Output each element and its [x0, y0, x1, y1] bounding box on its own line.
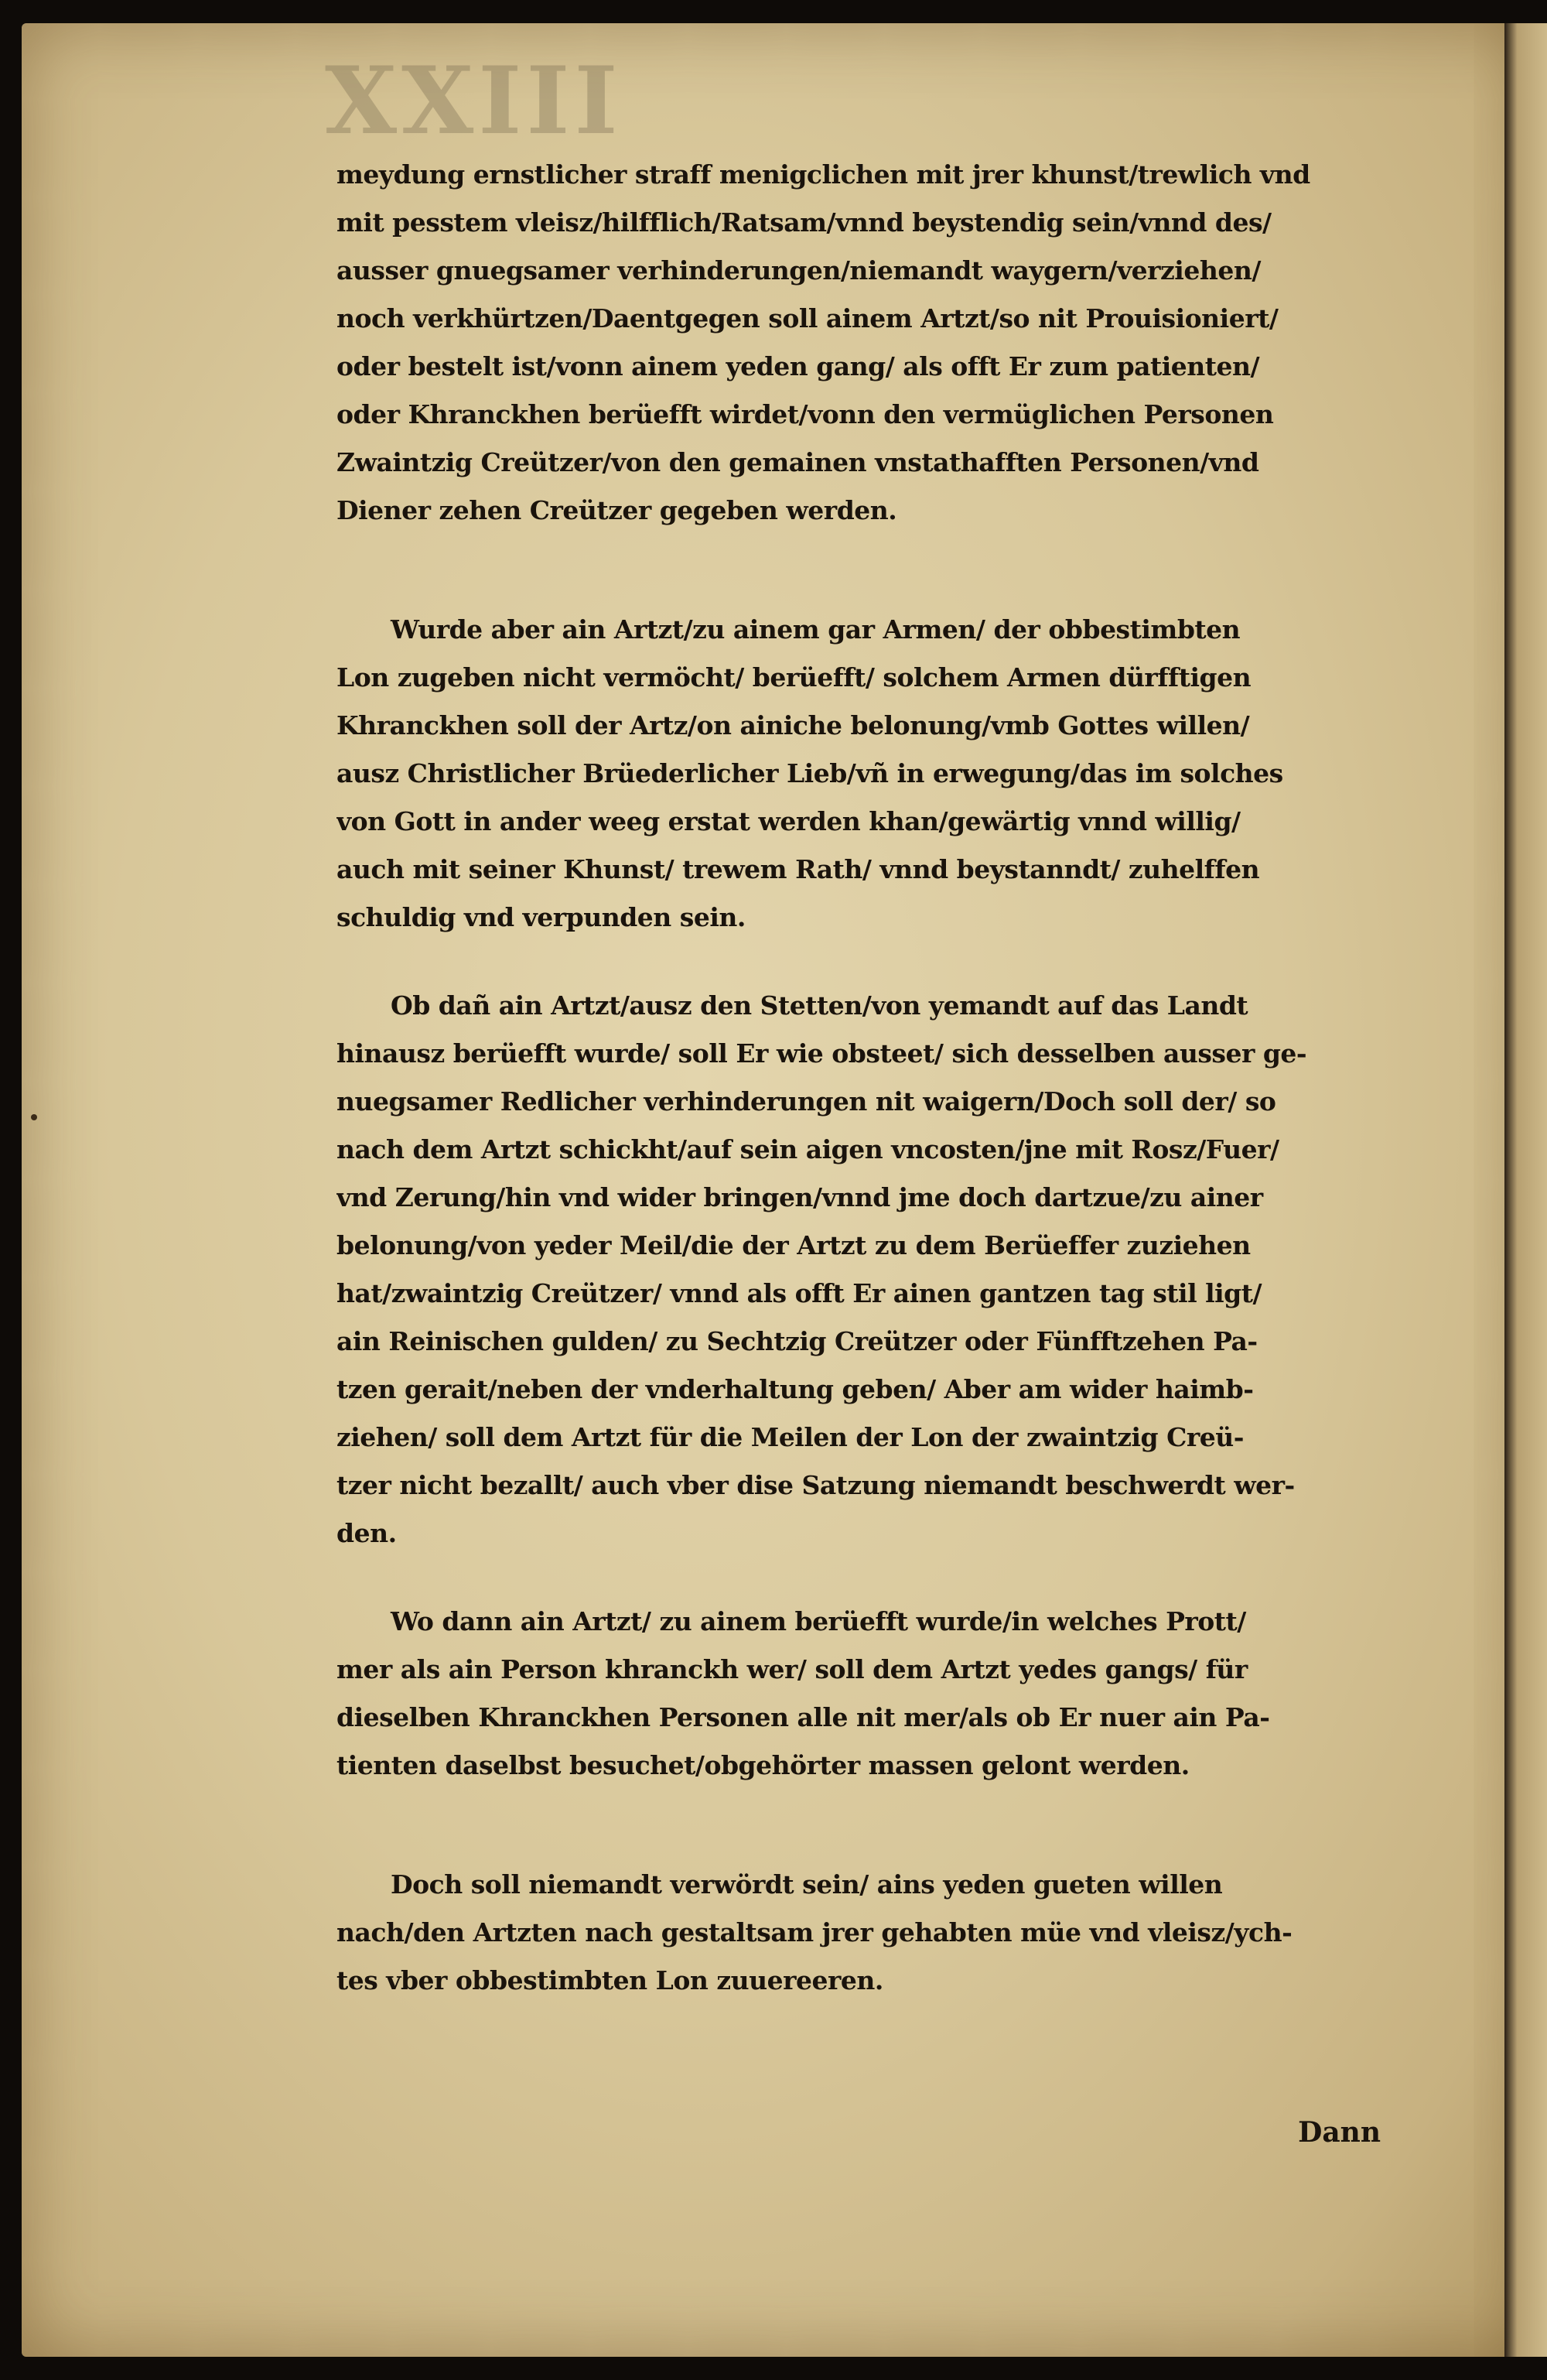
text-line: nach/den Artzten nach gestaltsam jrer gehabten müe vnd vleisz/ych-	[336, 1917, 1293, 1947]
text-line: hat/zwaintzig Creützer/ vnnd als offt Er ainen gantzen tag stil ligt/	[336, 1278, 1262, 1308]
paragraph-3	[336, 982, 1381, 1558]
adjacent-page-edge	[1504, 23, 1547, 2357]
text-line: ziehen/ soll dem Artzt für die Meilen der Lon der zwaintzig Creü-	[336, 1422, 1244, 1452]
text-line: schuldig vnd verpunden sein.	[336, 902, 746, 932]
paragraph-2	[336, 606, 1381, 942]
text-line: mit pesstem vleisz/hilfflich/Ratsam/vnnd beystendig sein/vnnd des/	[336, 207, 1272, 238]
text-line: mer als ain Person khranckh wer/ soll dem Artzt yedes gangs/ für	[336, 1654, 1248, 1684]
paragraph-5	[336, 1861, 1381, 2005]
catchword: Dann	[1298, 2116, 1381, 2149]
text-line: tes vber obbestimbten Lon zuuereeren.	[336, 1965, 883, 1995]
text-line: Wo dann ain Artzt/ zu ainem berüefft wurde/in welches Prott/	[391, 1606, 1246, 1636]
text-line: Doch soll niemandt verwördt sein/ ains yeden gueten willen	[391, 1869, 1223, 1900]
text-line: ausser gnuegsamer verhinderungen/niemandt waygern/verziehen/	[336, 255, 1261, 286]
text-line: Ob dañ ain Artzt/ausz den Stetten/von yemandt auf das Landt	[391, 990, 1248, 1021]
text-line: auch mit seiner Khunst/ trewem Rath/ vnnd beystanndt/ zuhelffen	[336, 854, 1260, 884]
main-text-block	[336, 151, 1381, 2005]
text-line: tienten daselbst besuchet/obgehörter massen gelont werden.	[336, 1750, 1190, 1780]
text-line: belonung/von yeder Meil/die der Artzt zu dem Berüeffer zuziehen	[336, 1230, 1251, 1260]
text-line: vnd Zerung/hin vnd wider bringen/vnnd jme doch dartzue/zu ainer	[336, 1182, 1263, 1212]
text-line: Khranckhen soll der Artz/on ainiche belonung/vmb Gottes willen/	[336, 710, 1250, 740]
text-line: von Gott in ander weeg erstat werden khan/gewärtig vnnd willig/	[336, 806, 1241, 836]
text-line: tzer nicht bezallt/ auch vber dise Satzung niemandt beschwerdt wer-	[336, 1470, 1295, 1500]
paragraph-4	[336, 1598, 1381, 1790]
text-line: tzen gerait/neben der vnderhaltung geben/ Aber am wider haimb-	[336, 1374, 1254, 1404]
folio-number: XXIII	[325, 46, 623, 156]
text-line: nuegsamer Redlicher verhinderungen nit waigern/Doch soll der/ so	[336, 1086, 1276, 1116]
text-line: hinausz berüefft wurde/ soll Er wie obsteet/ sich desselben ausser ge-	[336, 1038, 1307, 1069]
text-line: meydung ernstlicher straff menigclichen mit jrer khunst/trewlich vnd	[336, 159, 1310, 190]
text-line: Lon zugeben nicht vermöcht/ berüefft/ solchem Armen dürfftigen	[336, 662, 1252, 692]
text-line: noch verkhürtzen/Daentgegen soll ainem Artzt/so nit Prouisioniert/	[336, 303, 1279, 333]
text-line: den.	[336, 1518, 397, 1548]
text-line: dieselben Khranckhen Personen alle nit mer/als ob Er nuer ain Pa-	[336, 1702, 1270, 1732]
text-line: ain Reinischen gulden/ zu Sechtzig Creützer oder Fünfftzehen Pa-	[336, 1326, 1258, 1356]
text-line: ausz Christlicher Brüederlicher Lieb/vñ in erwegung/das im solches	[336, 758, 1283, 788]
text-line: Diener zehen Creützer gegeben werden.	[336, 495, 897, 525]
text-line: Zwaintzig Creützer/von den gemainen vnstathafften Personen/vnd	[336, 447, 1259, 477]
margin-ink-dot	[31, 1114, 37, 1120]
text-line: oder bestelt ist/vonn ainem yeden gang/ als offt Er zum patienten/	[336, 351, 1260, 381]
text-line: oder Khranckhen berüefft wirdet/vonn den vermüglichen Personen	[336, 399, 1274, 429]
text-line: Wurde aber ain Artzt/zu ainem gar Armen/ der obbestimbten	[391, 614, 1241, 645]
text-line: nach dem Artzt schickht/auf sein aigen vncosten/jne mit Rosz/Fuer/	[336, 1134, 1279, 1164]
paragraph-1	[336, 151, 1381, 535]
